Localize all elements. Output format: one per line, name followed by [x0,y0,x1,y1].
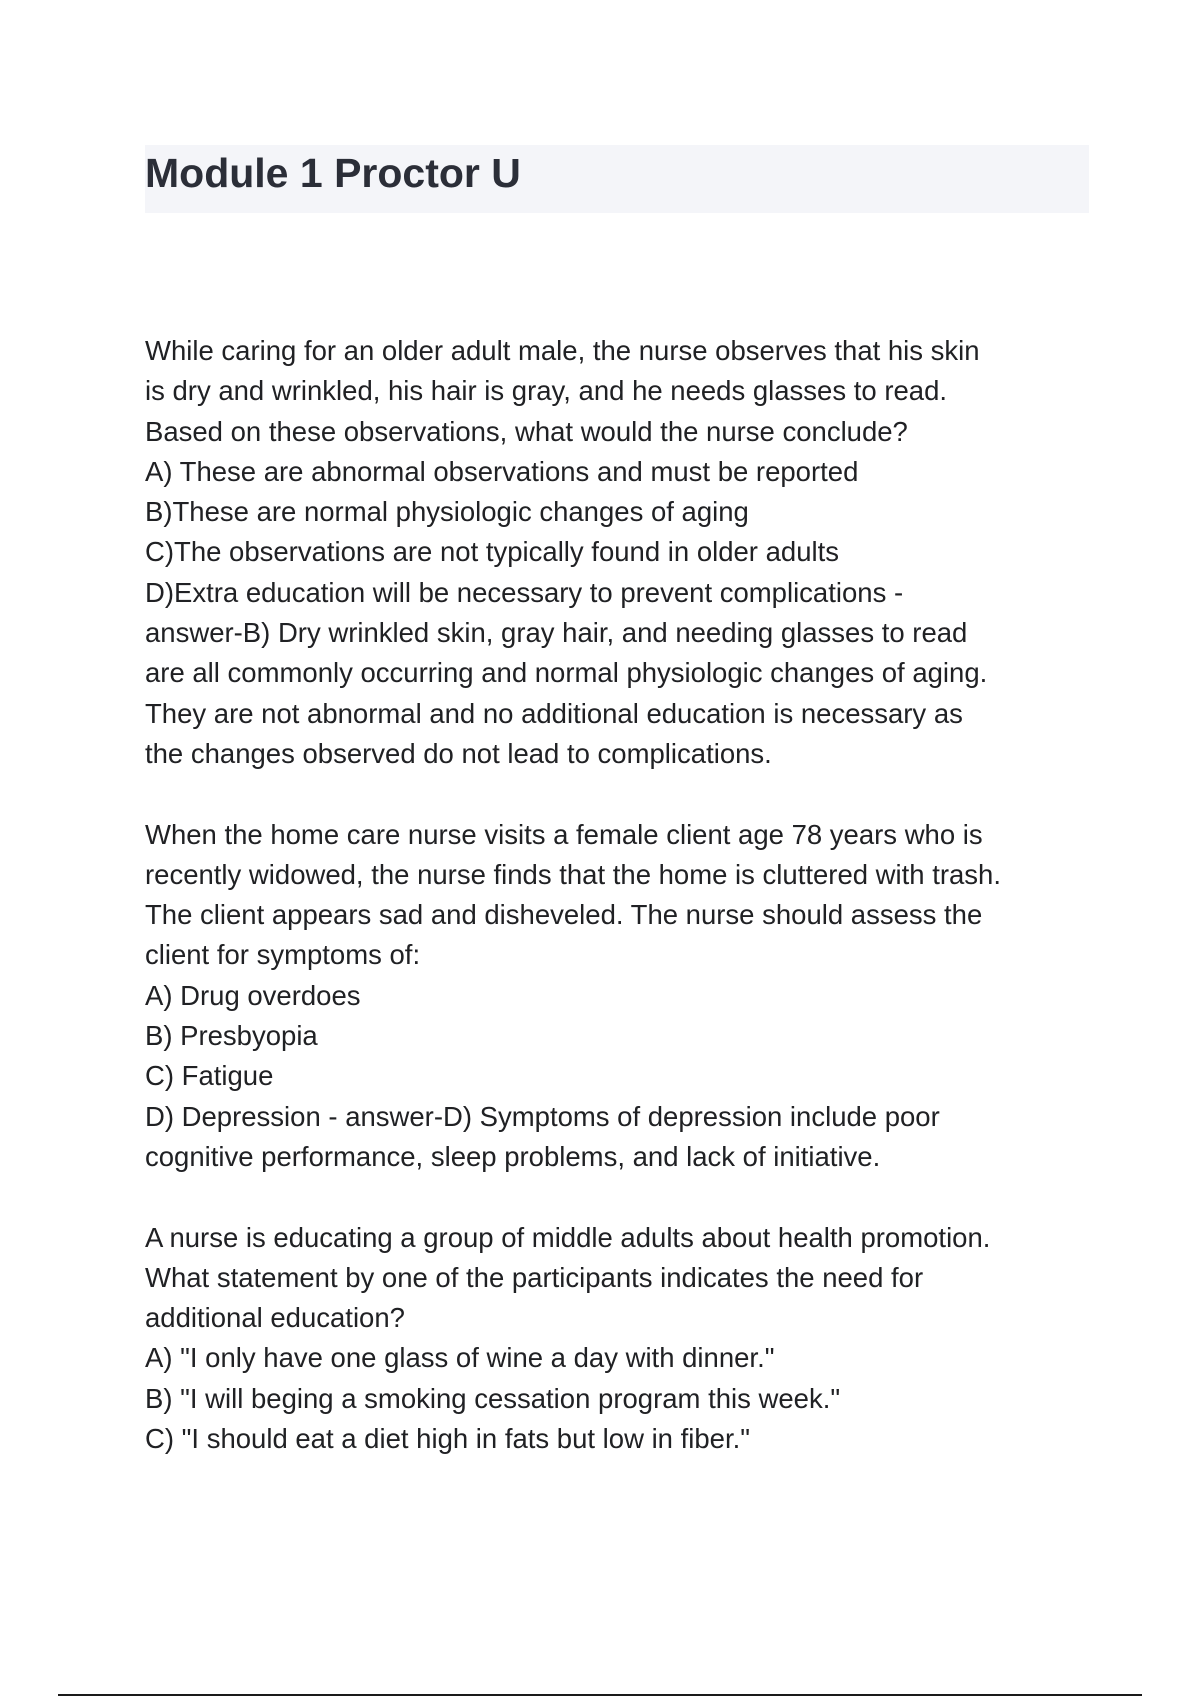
text-line: additional education? [145,1302,405,1334]
question-block-3 [145,1218,1095,1460]
text-line: A nurse is educating a group of middle adults about health promotion. [145,1221,991,1253]
text-line: client for symptoms of: [145,939,421,971]
text-line: is dry and wrinkled, his hair is gray, and he needs glasses to read. [145,375,947,407]
document-title: Module 1 Proctor U [145,150,521,196]
question-block-1 [145,331,1095,774]
answer-option: A) Drug overdoes [145,979,361,1011]
answer-option: C)The observations are not typically found in older adults [145,536,839,568]
answer-option: B)These are normal physiologic changes of aging [145,496,749,528]
question-block-2 [145,815,1095,1178]
title-band [145,145,1089,213]
answer-option: C) Fatigue [145,1060,274,1092]
text-line: When the home care nurse visits a female client age 78 years who is [145,818,983,850]
answer-option: C) "I should eat a diet high in fats but low in fiber." [145,1423,750,1455]
page-bottom-rule [58,1694,1142,1696]
answer-option: D) Depression - answer-D) Symptoms of depression include poor [145,1100,940,1132]
text-line: What statement by one of the participants indicates the need for [145,1261,924,1293]
answer-option: A) These are abnormal observations and must be reported [145,455,859,487]
answer-option: D)Extra education will be necessary to prevent complications - [145,576,904,608]
answer-explanation: the changes observed do not lead to complications. [145,737,772,769]
text-line: Based on these observations, what would the nurse conclude? [145,415,908,447]
answer-explanation: They are not abnormal and no additional education is necessary as [145,697,963,729]
answer-explanation: are all commonly occurring and normal physiologic changes of aging. [145,657,988,689]
answer-option: B) Presbyopia [145,1020,318,1052]
answer-option: A) "I only have one glass of wine a day with dinner." [145,1342,775,1374]
answer-explanation: cognitive performance, sleep problems, and lack of initiative. [145,1140,881,1172]
text-line: While caring for an older adult male, the nurse observes that his skin [145,335,980,366]
answer-explanation: answer-B) Dry wrinkled skin, gray hair, and needing glasses to read [145,617,968,649]
text-line: The client appears sad and disheveled. The nurse should assess the [145,899,983,931]
document-body [145,331,1095,1500]
text-line: recently widowed, the nurse finds that the home is cluttered with trash. [145,858,1001,890]
answer-option: B) "I will beging a smoking cessation program this week." [145,1382,841,1414]
